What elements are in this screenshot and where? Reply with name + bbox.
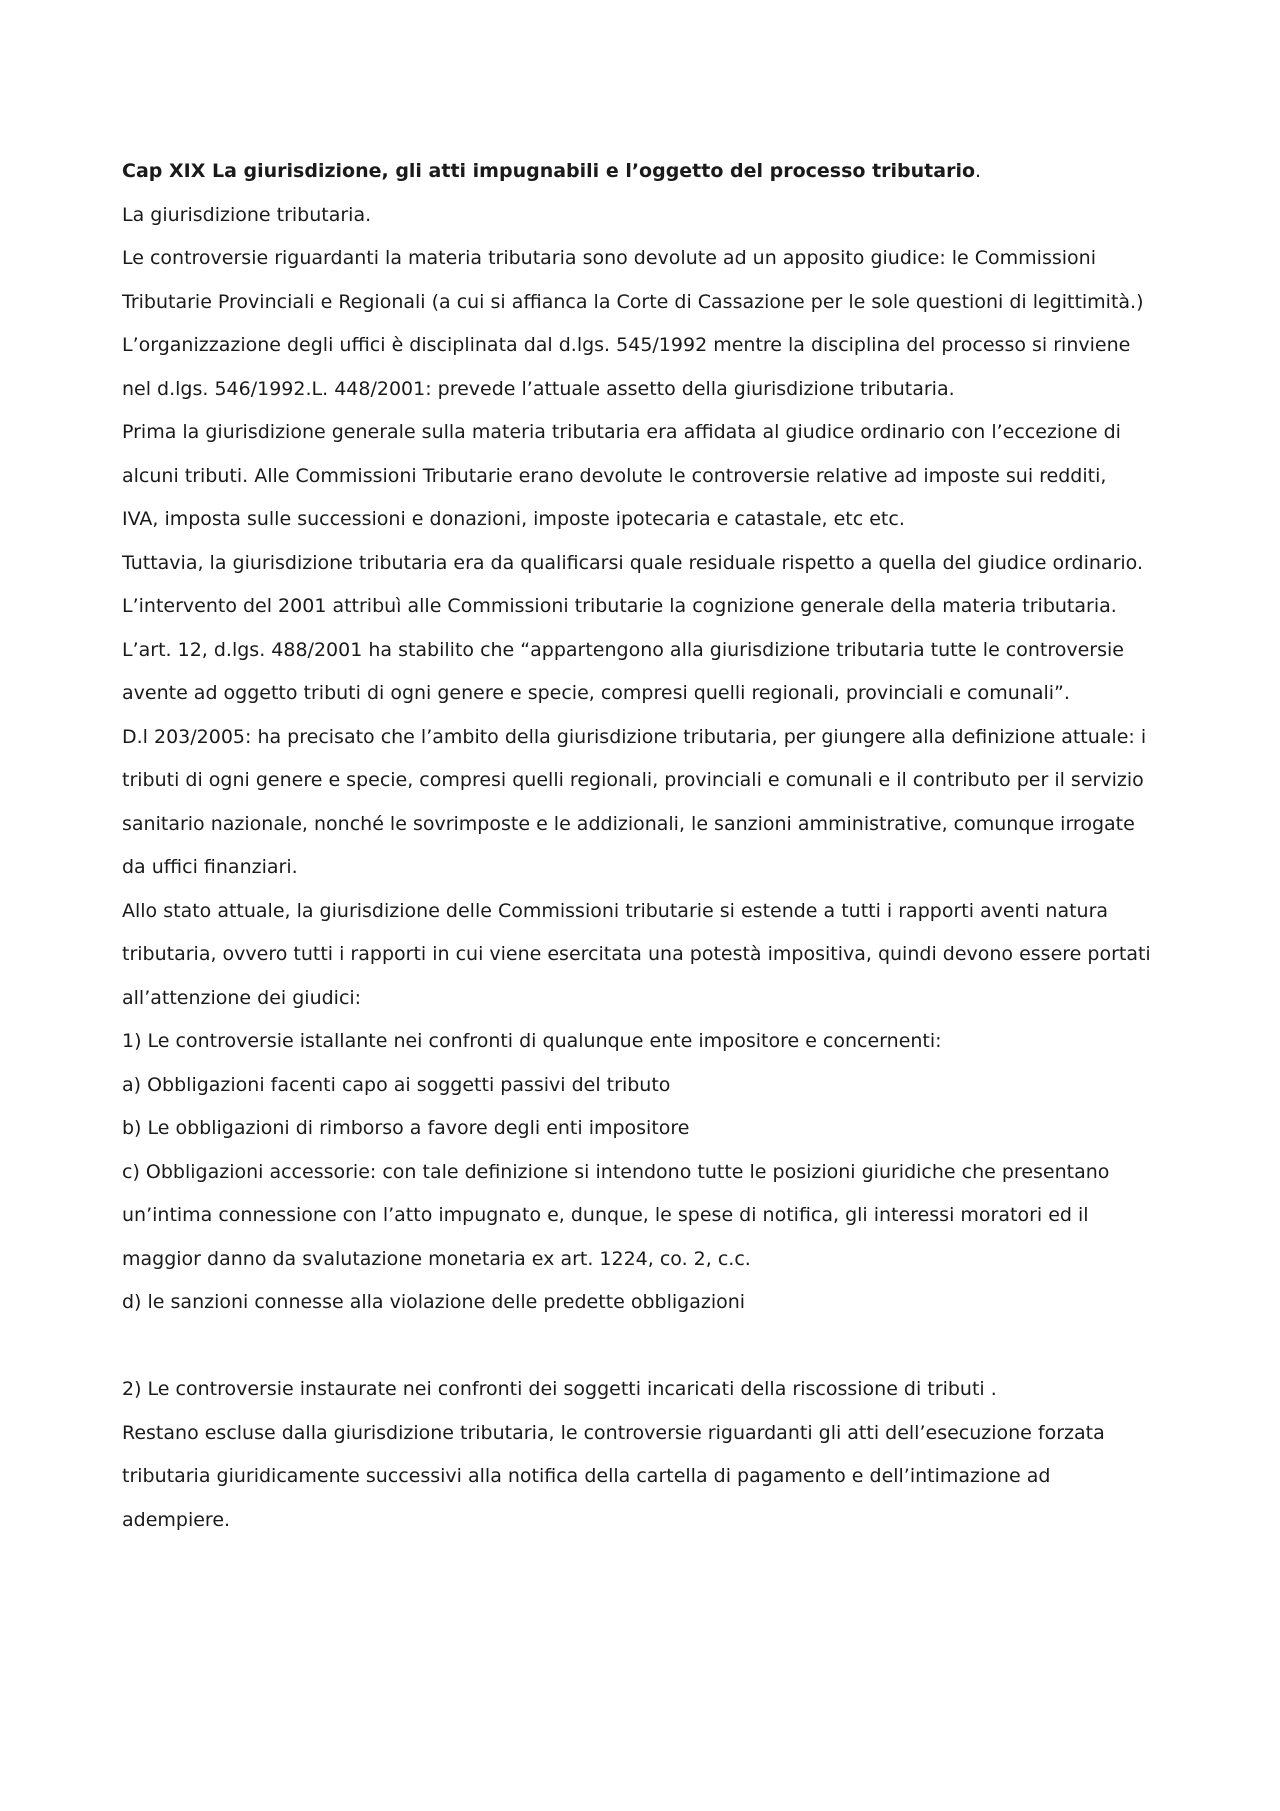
text-line: sanitario nazionale, nonché le sovrimposte e le addizionali, le sanzioni amministrative, comunque irrogate xyxy=(122,812,1135,835)
text-line: tributi di ogni genere e specie, compresi quelli regionali, provinciali e comunali e il contributo per il servizio xyxy=(122,769,1144,791)
chapter-heading xyxy=(122,150,1172,194)
text-line: Restano escluse dalla giurisdizione tributaria, le controversie riguardanti gli atti dell’esecuzione forzata xyxy=(122,1421,1105,1444)
text-line: Le controversie riguardanti la materia tributaria sono devolute ad un apposito giudice: le Commissioni xyxy=(122,247,1096,269)
text-line: Tributarie Provinciali e Regionali (a cui si affianca la Corte di Cassazione per le sole questioni di legittimità.) xyxy=(122,290,1144,313)
text-line: L’organizzazione degli uffici è disciplinata dal d.lgs. 545/1992 mentre la disciplina del processo si rinviene xyxy=(122,334,1131,356)
text-line: Tuttavia, la giurisdizione tributaria era da qualificarsi quale residuale rispetto a quella del giudice ordinario. xyxy=(122,551,1143,574)
chapter-heading-period: . xyxy=(975,160,982,182)
text-line: maggior danno da svalutazione monetaria ex art. 1224, co. 2, c.c. xyxy=(122,1247,751,1270)
text-line: avente ad oggetto tributi di ogni genere e specie, compresi quelli regionali, provinciali e comunali”. xyxy=(122,682,1070,704)
text-line: Prima la giurisdizione generale sulla materia tributaria era affidata al giudice ordinario con l’eccezione di xyxy=(122,421,1121,443)
list-item: d) le sanzioni connesse alla violazione delle predette obbligazioni xyxy=(122,1291,746,1313)
chapter-heading-bold: Cap XIX La giurisdizione, gli atti impugnabili e l’oggetto del processo tributario xyxy=(122,160,976,182)
list-item: 1) Le controversie istallante nei confronti di qualunque ente impositore e concernenti: xyxy=(122,1030,942,1052)
blank-line xyxy=(122,1325,1172,1369)
list-item: b) Le obbligazioni di rimborso a favore degli enti impositore xyxy=(122,1117,690,1139)
text-line: un’intima connessione con l’atto impugnato e, dunque, le spese di notifica, gli interessi moratori ed il xyxy=(122,1204,1089,1226)
text-line: D.l 203/2005: ha precisato che l’ambito della giurisdizione tributaria, per giungere alla definizione attuale: i xyxy=(122,725,1147,748)
text-line: tributaria giuridicamente successivi alla notifica della cartella di pagamento e dell’intimazione ad xyxy=(122,1465,1051,1487)
document-body xyxy=(122,150,1172,1542)
text-line: da uffici finanziari. xyxy=(122,856,298,878)
text-line: all’attenzione dei giudici: xyxy=(122,986,362,1009)
text-line: L’intervento del 2001 attribuì alle Commissioni tributarie la cognizione generale della materia tributaria. xyxy=(122,595,1117,617)
text-line: La giurisdizione tributaria. xyxy=(122,203,372,226)
text-line: IVA, imposta sulle successioni e donazioni, imposte ipotecaria e catastale, etc etc. xyxy=(122,508,905,530)
text-line: nel d.lgs. 546/1992.L. 448/2001: prevede l’attuale assetto della giurisdizione tributaria. xyxy=(122,377,955,400)
list-item: a) Obbligazioni facenti capo ai soggetti passivi del tributo xyxy=(122,1073,671,1096)
list-item: 2) Le controversie instaurate nei confronti dei soggetti incaricati della riscossione di tributi . xyxy=(122,1378,997,1400)
list-item: c) Obbligazioni accessorie: con tale definizione si intendono tutte le posizioni giuridiche che presentano xyxy=(122,1160,1110,1183)
text-line: L’art. 12, d.lgs. 488/2001 ha stabilito che “appartengono alla giurisdizione tributaria tutte le controversie xyxy=(122,638,1124,661)
text-line: tributaria, ovvero tutti i rapporti in cui viene esercitata una potestà impositiva, quindi devono essere portati xyxy=(122,943,1151,965)
text-line: adempiere. xyxy=(122,1508,231,1531)
text-line: alcuni tributi. Alle Commissioni Tributarie erano devolute le controversie relative ad imposte sui redditi, xyxy=(122,464,1107,487)
text-line: Allo stato attuale, la giurisdizione delle Commissioni tributarie si estende a tutti i rapporti aventi natura xyxy=(122,899,1109,922)
